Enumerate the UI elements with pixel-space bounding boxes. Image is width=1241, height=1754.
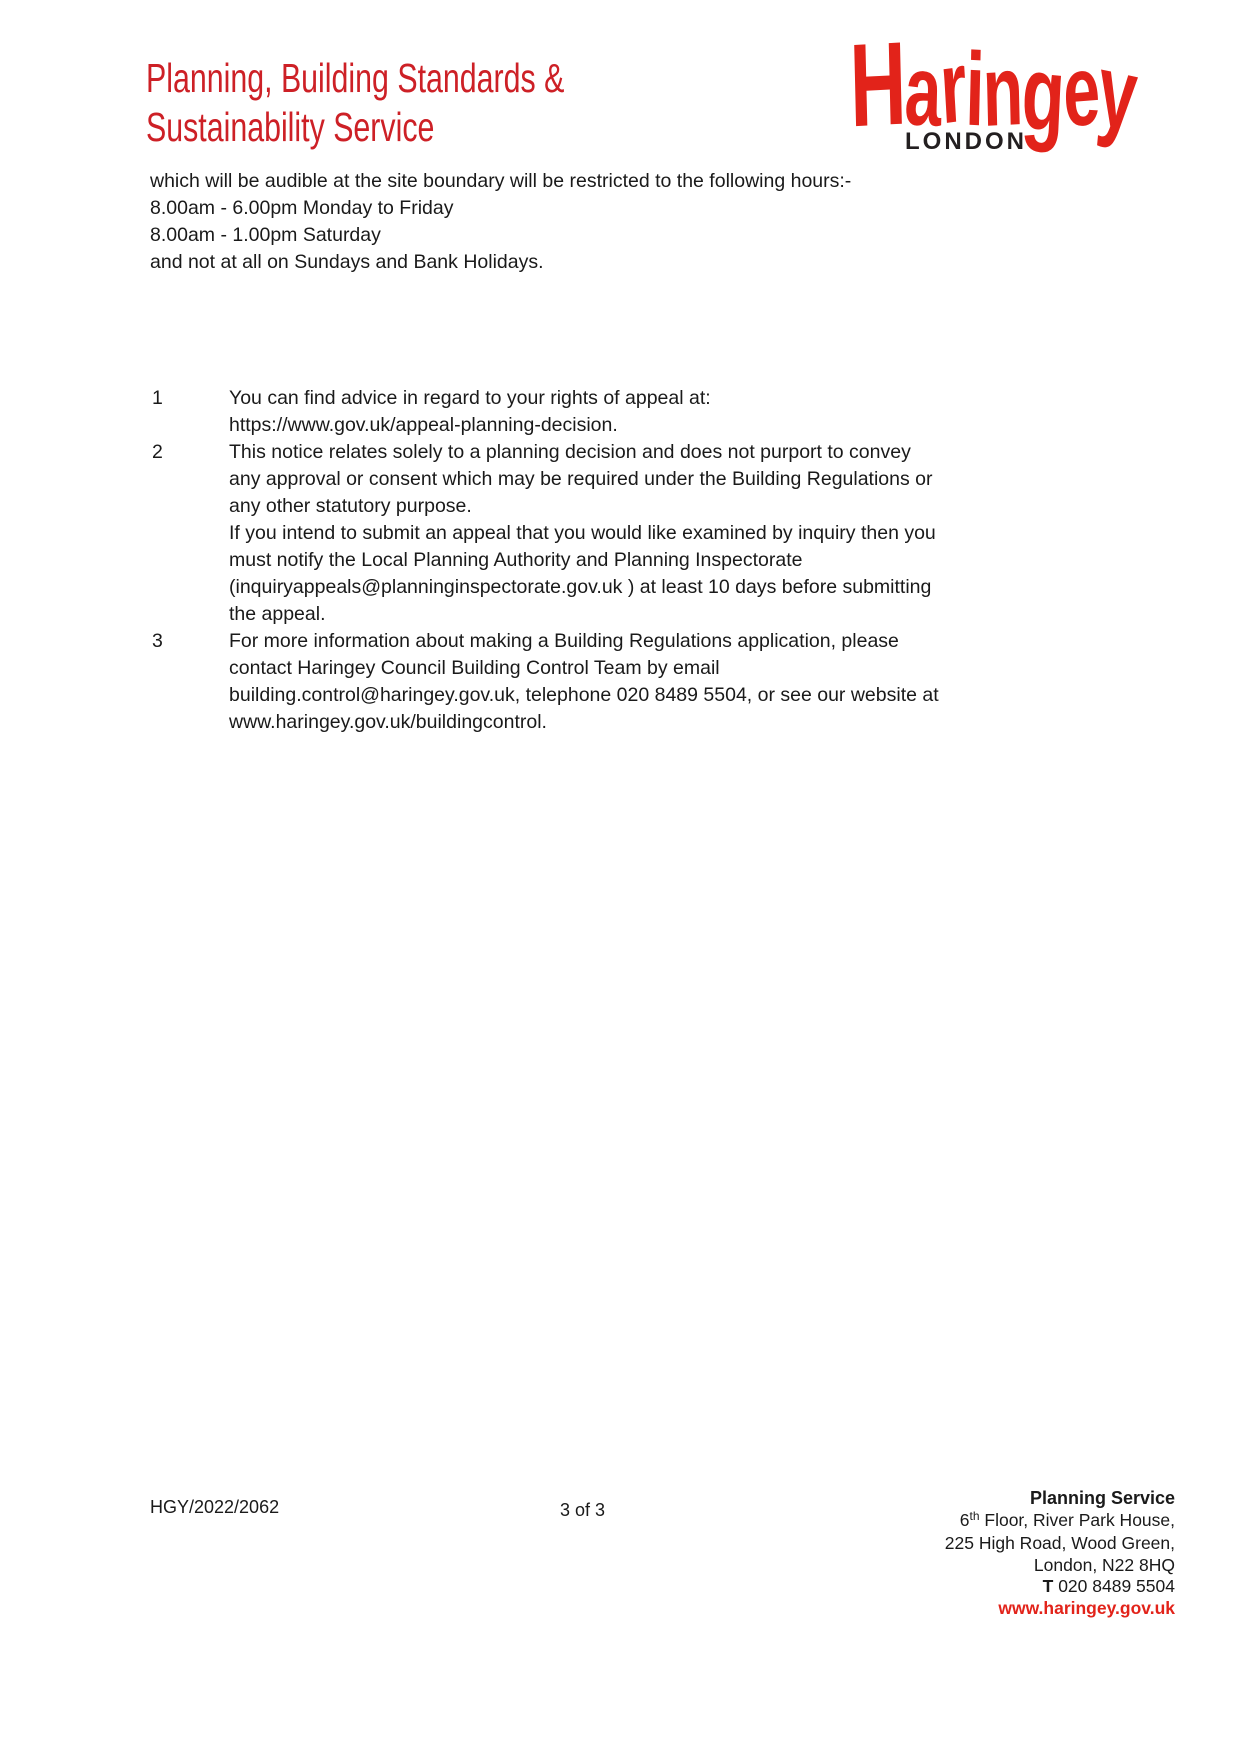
service-address-line3: London, N22 8HQ bbox=[1033, 1554, 1175, 1575]
text-line: 8.00am - 6.00pm Monday to Friday bbox=[150, 197, 454, 219]
note-number: 3 bbox=[152, 630, 163, 652]
page-title-line1: Planning, Building Standards & bbox=[146, 55, 565, 101]
address-line1-rest: Floor, River Park House, bbox=[979, 1509, 1175, 1530]
intro-paragraph bbox=[150, 168, 851, 276]
service-phone bbox=[945, 1576, 1175, 1598]
text-line: contact Haringey Council Building Control Team by email bbox=[229, 657, 720, 679]
floor-number: 6 bbox=[959, 1509, 970, 1530]
floor-ordinal-suffix: th bbox=[969, 1508, 980, 1523]
text-line: https://www.gov.uk/appeal-planning-decision. bbox=[229, 414, 618, 436]
note-text bbox=[229, 628, 939, 736]
text-line: 8.00am - 1.00pm Saturday bbox=[150, 224, 381, 246]
text-line: the appeal. bbox=[229, 603, 326, 625]
page-title-line2: Sustainability Service bbox=[146, 104, 435, 150]
service-address-line1 bbox=[945, 1510, 1175, 1534]
text-line: If you intend to submit an appeal that you would like examined by inquiry then you bbox=[229, 522, 936, 544]
logo-letter: g bbox=[1019, 32, 1066, 156]
text-line: which will be audible at the site boundary will be restricted to the following hours:- bbox=[150, 170, 852, 192]
page-title bbox=[146, 54, 564, 152]
text-line: (inquiryappeals@planninginspectorate.gov.uk ) at least 10 days before submitting bbox=[229, 576, 932, 598]
text-line: This notice relates solely to a planning decision and does not purport to convey bbox=[229, 441, 911, 463]
text-line: building.control@haringey.gov.uk, telephone 020 8489 5504, or see our website at bbox=[229, 684, 939, 706]
text-line: For more information about making a Building Regulations application, please bbox=[229, 630, 899, 652]
phone-label: T bbox=[1042, 1576, 1054, 1596]
note-text bbox=[229, 385, 711, 439]
text-line: any other statutory purpose. bbox=[229, 495, 472, 517]
logo-letter: r bbox=[936, 28, 969, 146]
logo-letter: n bbox=[981, 34, 1024, 148]
note-number: 1 bbox=[152, 387, 163, 409]
page-indicator: 3 of 3 bbox=[560, 1500, 606, 1520]
text-line: www.haringey.gov.uk/buildingcontrol. bbox=[229, 711, 547, 733]
logo-letter: e bbox=[1061, 33, 1101, 149]
service-address-line2: 225 High Road, Wood Green, bbox=[944, 1533, 1175, 1553]
text-line: must notify the Local Planning Authority and Planning Inspectorate bbox=[229, 549, 803, 571]
note-number: 2 bbox=[152, 441, 163, 463]
haringey-logo-london: LONDON bbox=[905, 128, 1027, 155]
text-line: You can find advice in regard to your rights of appeal at: bbox=[229, 387, 711, 409]
note-item bbox=[152, 628, 939, 736]
haringey-logo bbox=[848, 17, 1160, 175]
service-website: www.haringey.gov.uk bbox=[998, 1597, 1175, 1618]
notes-list bbox=[152, 385, 939, 736]
note-text bbox=[229, 439, 936, 628]
planning-service-block bbox=[945, 1488, 1175, 1619]
haringey-logo-wordmark bbox=[848, 17, 1141, 188]
reference-number: HGY/2022/2062 bbox=[150, 1497, 280, 1517]
text-line: any approval or consent which may be required under the Building Regulations or bbox=[229, 468, 933, 490]
note-item bbox=[152, 439, 939, 628]
logo-letter: y bbox=[1093, 31, 1141, 155]
logo-letter: i bbox=[963, 31, 985, 149]
text-line: and not at all on Sundays and Bank Holidays. bbox=[150, 251, 544, 273]
service-title: Planning Service bbox=[1029, 1488, 1175, 1508]
logo-letter: H bbox=[848, 17, 907, 153]
logo-letter: a bbox=[903, 34, 942, 148]
note-item bbox=[152, 385, 939, 439]
phone-number: 020 8489 5504 bbox=[1058, 1576, 1175, 1596]
